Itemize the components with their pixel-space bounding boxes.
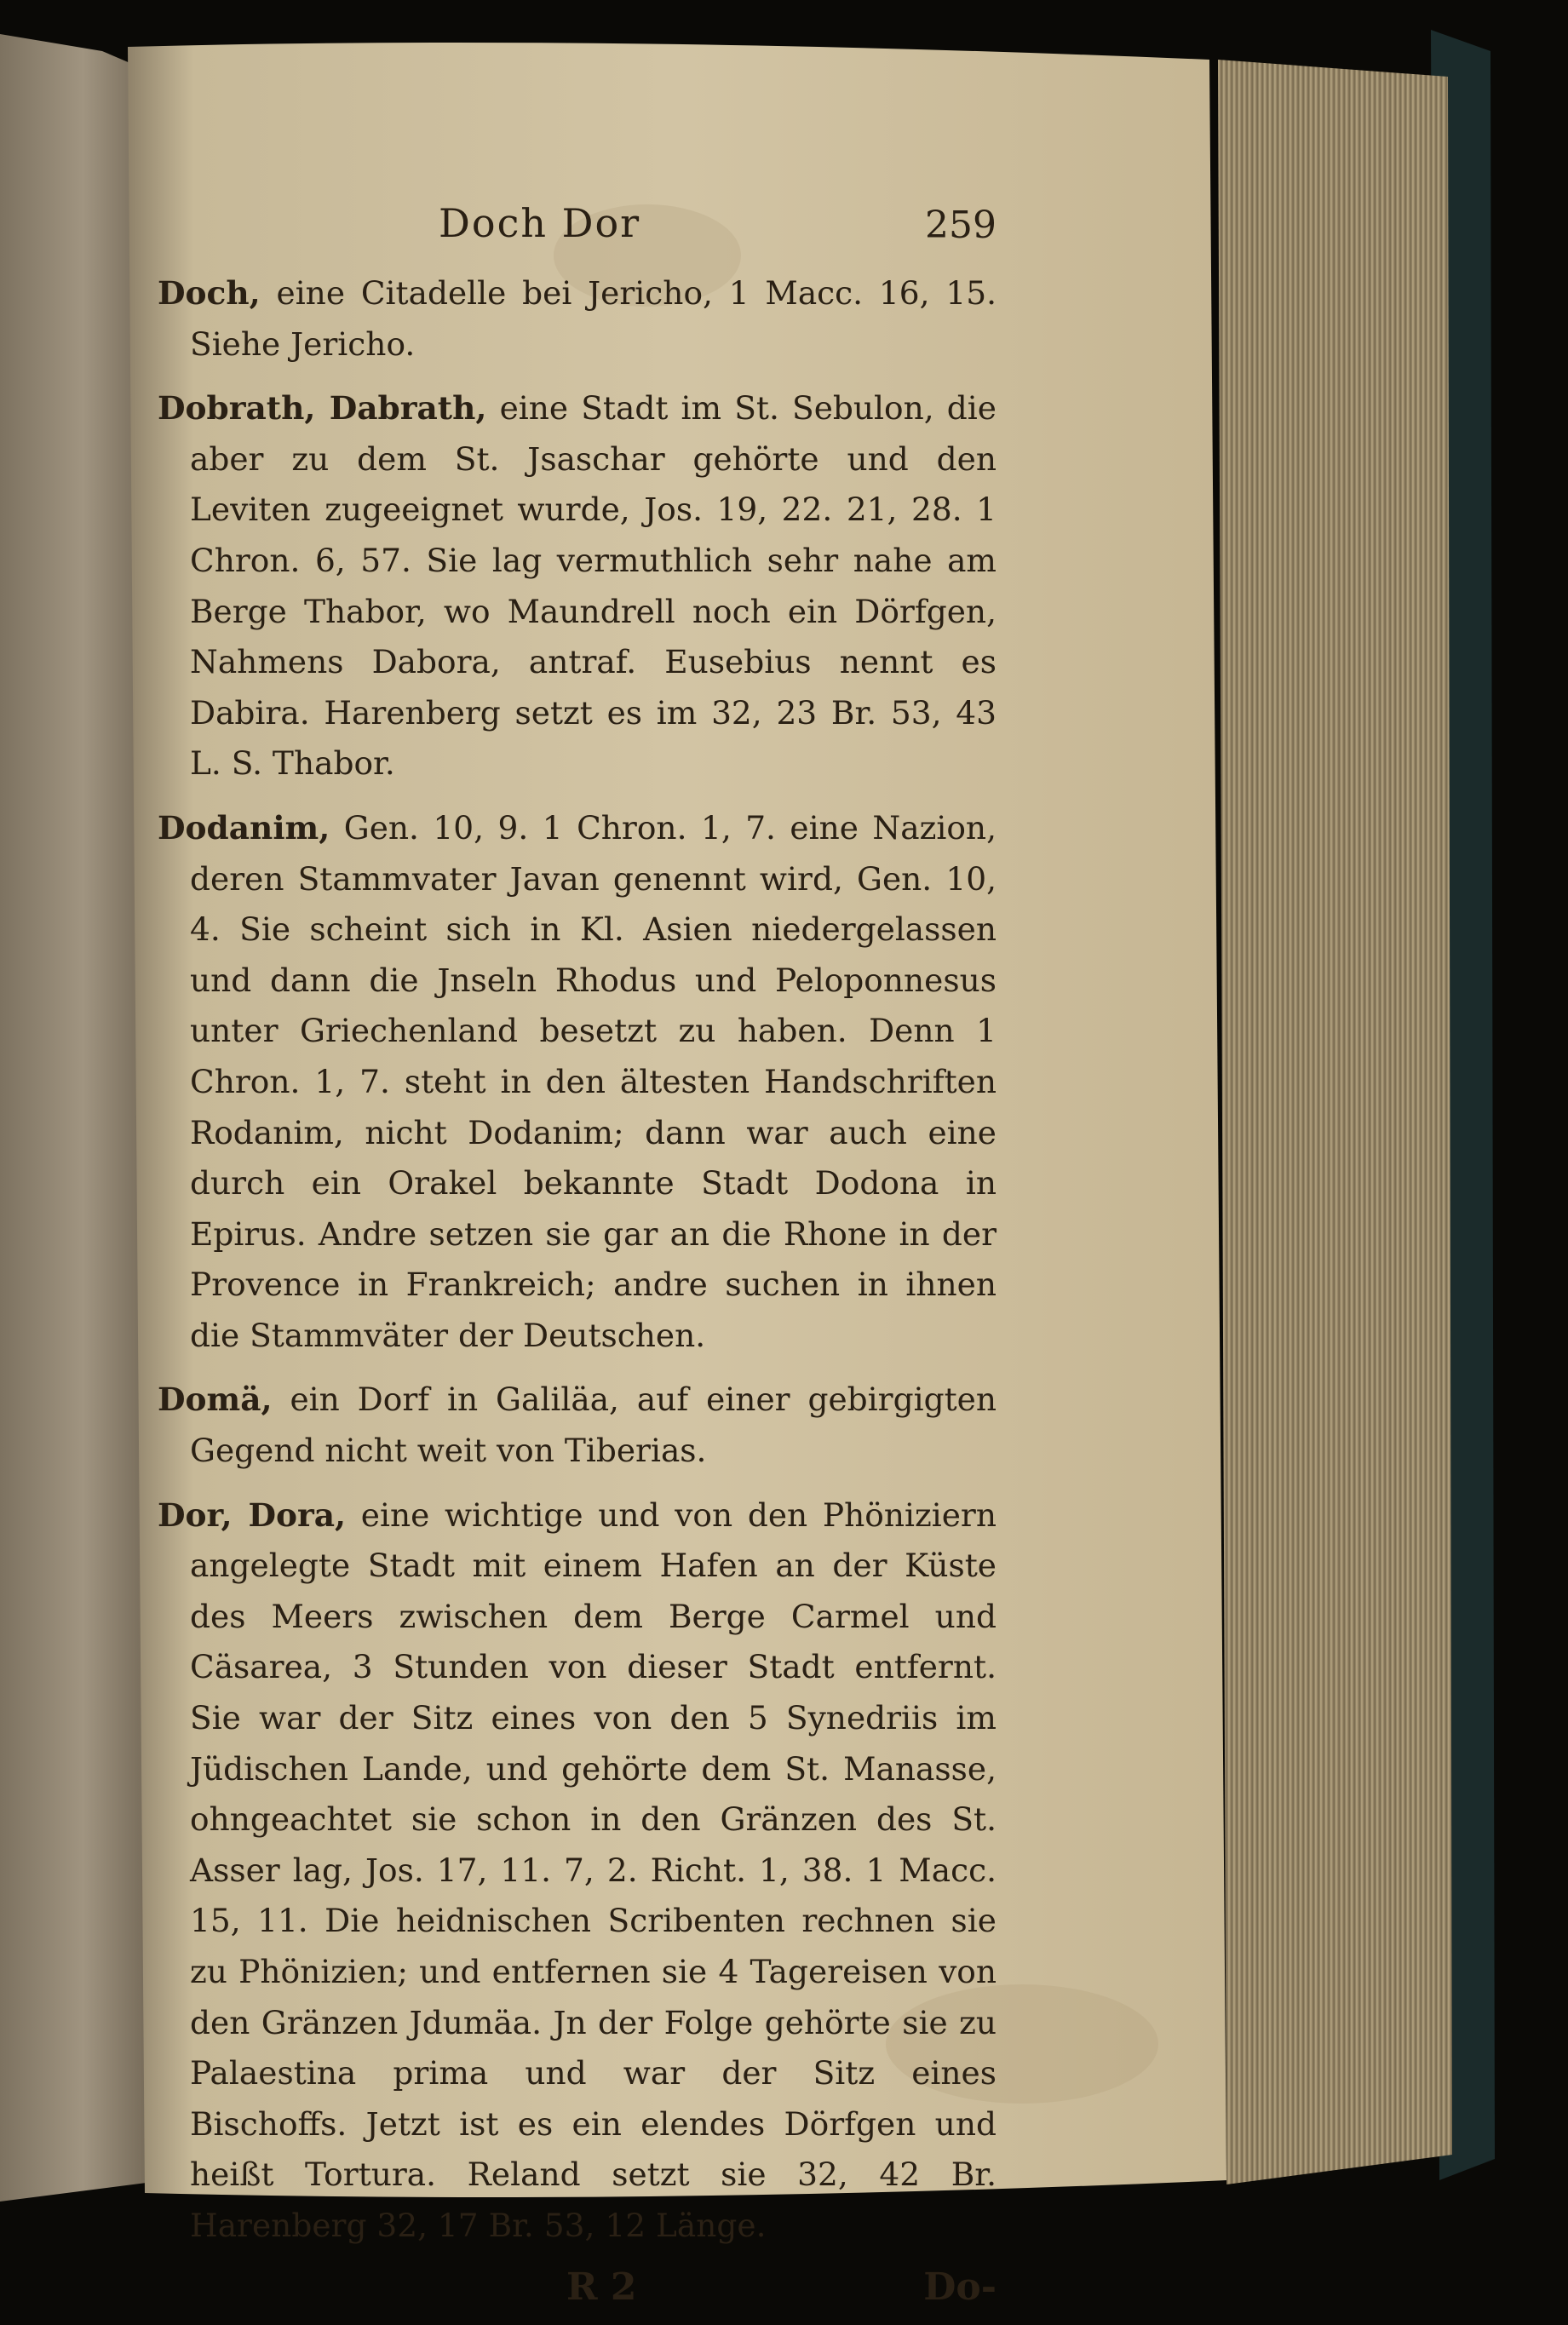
- entry-text: eine wichtige und von den Phöniziern angelegte Stadt mit einem Hafen an der Küste des Meers zwischen dem Berge Carmel und Cäsarea, 3 Stunden von dieser Stadt entfernt. Sie war der Sitz eines von den 5 Synedriis im Jüdischen Lande, und gehörte dem St. Manasse, ohngeachtet sie schon in den Gränzen des St. Asser lag, Jos. 17, 11. 7, 2. Richt. 1, 38. 1 Macc. 15, 11. Die heidnischen Scribenten rechnen sie zu Phönizien; und entfernen sie 4 Tagereisen von den Gränzen Jdumäa. Jn der Folge gehörte sie zu Palaestina prima und war der Sitz eines Bischoffs. Jetzt ist es ein elendes Dörfgen und heißt Tortura. Reland setzt sie 32, 42 Br. Harenberg 32, 17 Br. 53, 12 Länge.: [190, 1495, 997, 2244]
- entry-text: Gen. 10, 9. 1 Chron. 1, 7. eine Nazion, deren Stammvater Javan genennt wird, Gen. 10, 4. Sie scheint sich in Kl. Asien niedergelassen und dann die Jnseln Rhodus und Peloponnesus unter Griechenland besetzt zu haben. Denn 1 Chron. 1, 7. steht in den ältesten Handschriften Rodanim, nicht Dodanim; dann war auch eine durch ein Orakel bekannte Stadt Dodona in Epirus. Andre setzen sie gar an die Rhone in der Provence in Frankreich; andre suchen in ihnen die Stammväter der Deutschen.: [190, 808, 997, 1354]
- dictionary-entry: [158, 1490, 997, 2252]
- page-number: 259: [925, 204, 997, 247]
- entry-text: eine Citadelle bei Jericho, 1 Macc. 16, 15. Siehe Jericho.: [190, 274, 997, 363]
- entry-lemma: Dobrath, Dabrath,: [158, 389, 487, 428]
- page-edges: [1218, 60, 1452, 2184]
- catchword: Do-: [923, 2265, 997, 2309]
- entry-lemma: Dor, Dora,: [158, 1495, 347, 1534]
- entry-text: ein Dorf in Galiläa, auf einer gebirgigten Gegend nicht weit von Tiberias.: [190, 1381, 997, 1470]
- dictionary-entry: [158, 1375, 997, 1476]
- page-text-block: [158, 192, 997, 2325]
- entry-lemma: Dodanim,: [158, 808, 330, 847]
- entry-lemma: Doch,: [158, 274, 261, 312]
- running-head-title: Doch Dor: [439, 200, 641, 246]
- dictionary-entry: [158, 383, 997, 789]
- dictionary-entry: [158, 803, 997, 1362]
- running-head: [158, 192, 997, 268]
- page-footer: [158, 2265, 997, 2325]
- entry-text: eine Stadt im St. Sebulon, die aber zu dem St. Jsaschar gehörte und den Leviten zugeeignet wurde, Jos. 19, 22. 21, 28. 1 Chron. 6, 57. Sie lag vermuthlich sehr nahe am Berge Thabor, wo Maundrell noch ein Dörfgen, Nahmens Dabora, antraf. Eusebius nennt es Dabira. Harenberg setzt es im 32, 23 Br. 53, 43 L. S. Thabor.: [190, 389, 997, 783]
- signature-mark: R 2: [566, 2265, 637, 2309]
- dictionary-entry: [158, 268, 997, 370]
- entry-lemma: Domä,: [158, 1381, 273, 1419]
